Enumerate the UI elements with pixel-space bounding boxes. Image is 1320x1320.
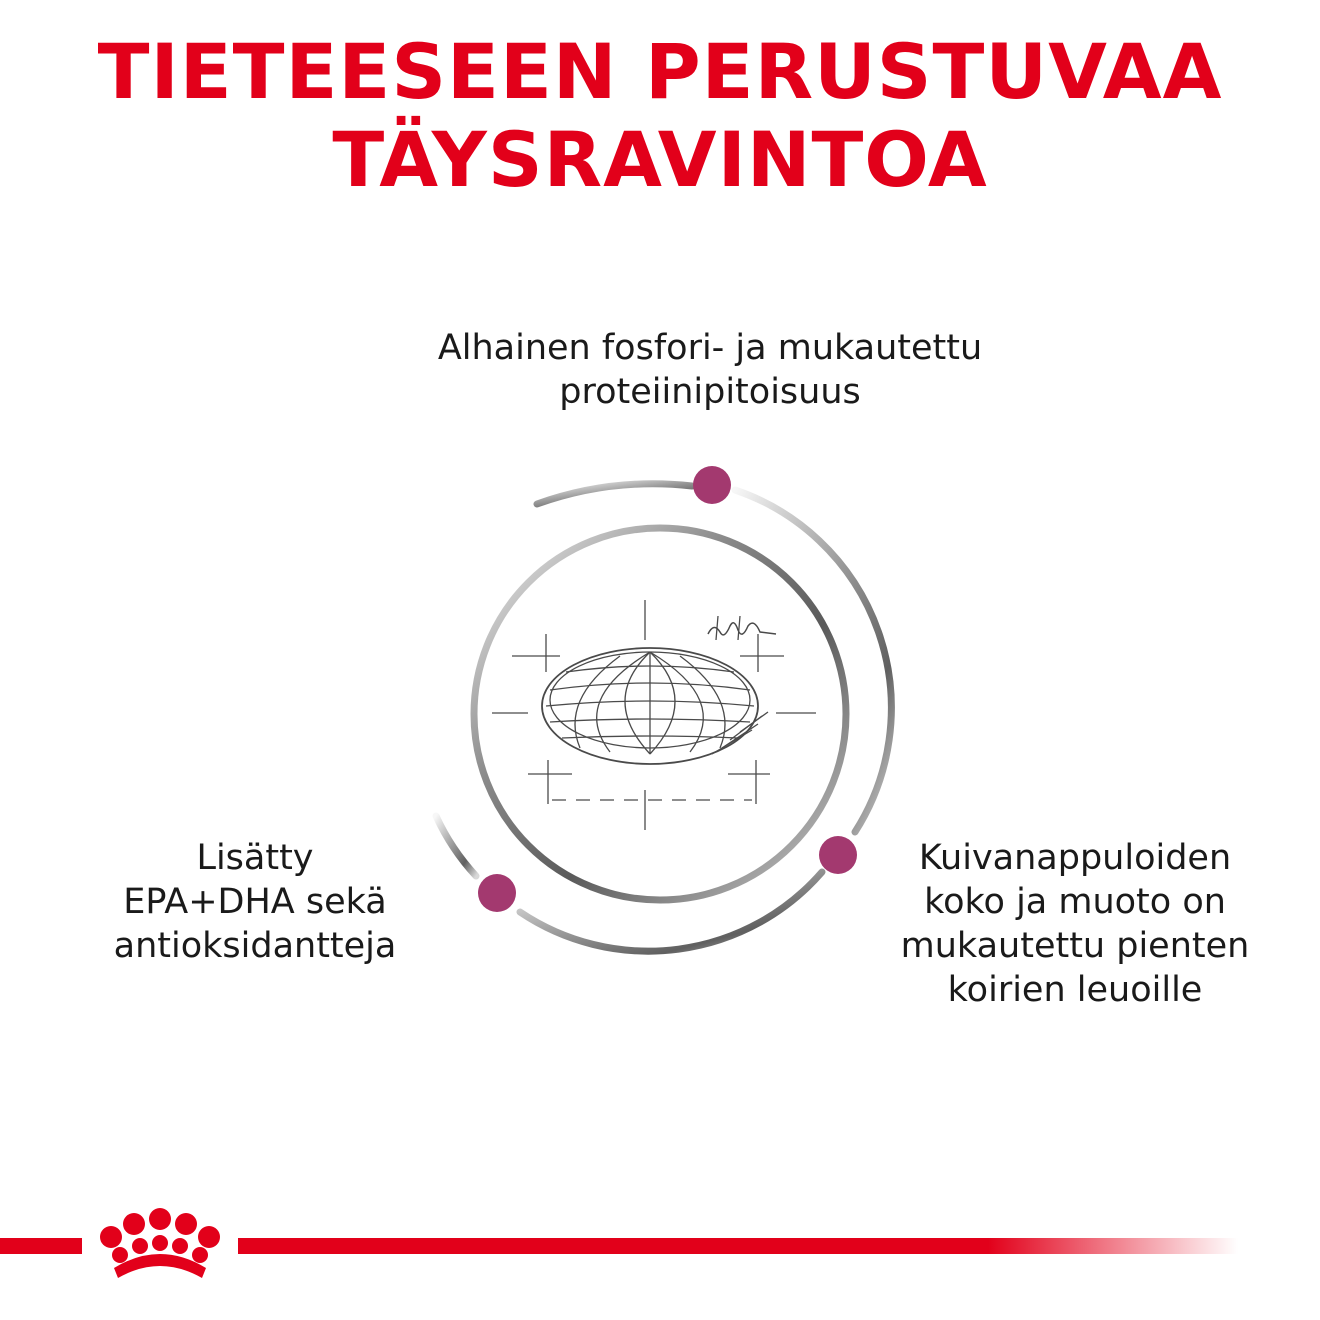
kibble-diagram xyxy=(400,440,920,980)
benefit-epa-dha xyxy=(80,836,430,968)
benefit-phosphorus-protein xyxy=(380,326,1040,414)
outer-ring-arc-left xyxy=(436,816,476,876)
band-right-segment xyxy=(238,1238,1238,1254)
benefit-kibble-size xyxy=(880,836,1270,1012)
benefit-right-line-4: koirien leuoille xyxy=(947,970,1203,1010)
benefit-left-line-2: EPA+DHA sekä xyxy=(123,882,387,922)
benefit-right-line-3: mukautettu pienten xyxy=(900,926,1250,966)
kibble-sketch-icon xyxy=(492,600,816,830)
dot-right xyxy=(819,836,857,874)
benefit-right-line-2: koko ja muoto on xyxy=(924,882,1226,922)
benefit-top-line-1: Alhainen fosfori- ja mukautettu xyxy=(437,328,983,368)
inner-ring xyxy=(474,528,846,900)
footer-brand-band xyxy=(0,1190,1320,1300)
benefit-left-line-3: antioksidantteja xyxy=(113,926,397,966)
headline xyxy=(0,28,1320,204)
dot-left xyxy=(478,874,516,912)
band-left-segment xyxy=(0,1238,82,1254)
benefit-right-line-1: Kuivanappuloiden xyxy=(918,838,1232,878)
headline-line-1: TIETEESEEN PERUSTUVAA xyxy=(97,27,1223,116)
outer-ring-arc-top xyxy=(537,484,692,504)
benefit-top-line-2: proteiinipitoisuus xyxy=(559,372,861,412)
outer-ring-arc-bottom xyxy=(520,872,822,951)
dot-top xyxy=(693,466,731,504)
royal-crown-logo xyxy=(100,1208,220,1278)
headline-line-2: TÄYSRAVINTOA xyxy=(332,115,988,204)
benefit-left-line-1: Lisätty xyxy=(196,838,314,878)
